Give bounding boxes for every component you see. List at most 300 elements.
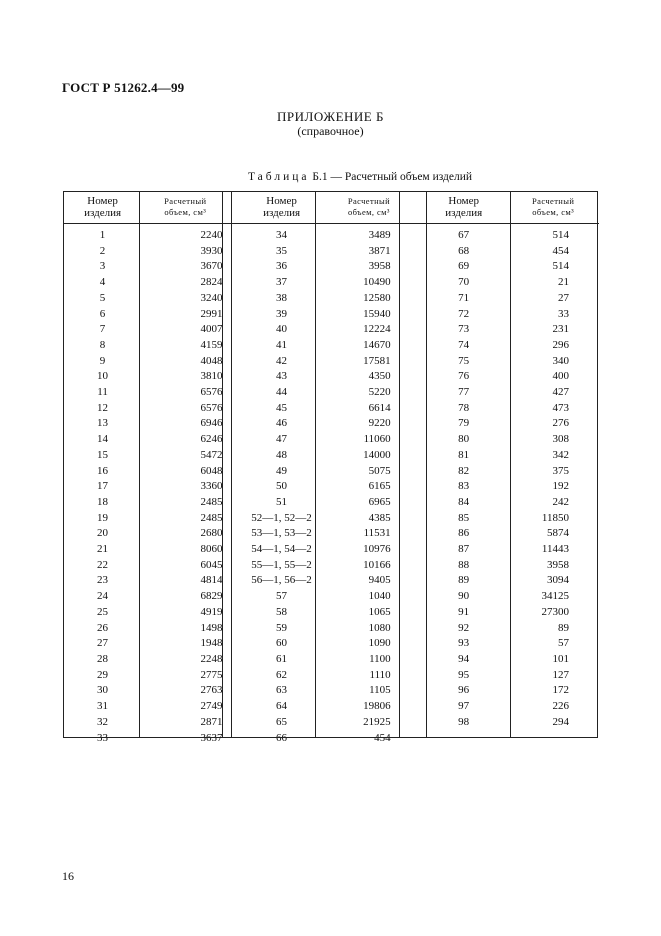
table-row xyxy=(63,244,599,260)
item-number-cell: 38 xyxy=(276,291,288,304)
volume-cell: 296 xyxy=(552,338,569,351)
column-gap xyxy=(228,652,237,668)
item-number-cell: 51 xyxy=(276,495,288,508)
item-number-cell: 64 xyxy=(276,700,288,713)
volume-cell: 8060 xyxy=(200,543,223,556)
volume-cell: 2824 xyxy=(200,276,223,289)
item-number-cell: 92 xyxy=(458,621,470,634)
volume-cell: 101 xyxy=(552,652,569,665)
volume-cell: 3930 xyxy=(200,244,223,257)
item-number-cell: 43 xyxy=(276,370,288,383)
volume-cell: 6165 xyxy=(368,480,391,493)
volume-cell: 89 xyxy=(558,621,569,634)
volume-cell: 1110 xyxy=(369,668,391,681)
column-gap xyxy=(228,369,237,385)
volume-cell: 3958 xyxy=(547,558,569,571)
volume-cell: 127 xyxy=(552,668,569,681)
table-row xyxy=(63,307,599,323)
item-number-cell: 2 xyxy=(99,244,106,257)
column-gap xyxy=(228,731,237,747)
item-number-cell xyxy=(420,731,507,747)
volume-cell: 10490 xyxy=(363,276,391,289)
item-number-cell: 33 xyxy=(97,731,109,744)
volume-cell: 400 xyxy=(552,370,569,383)
volume-cell: 11850 xyxy=(541,511,569,524)
table-row xyxy=(63,259,599,275)
volume-cell: 2680 xyxy=(200,527,223,540)
column-gap xyxy=(413,715,420,731)
column-gap xyxy=(413,291,420,307)
item-number-cell: 54—1, 54—2 xyxy=(251,543,312,556)
item-number-cell: 35 xyxy=(276,244,288,257)
table-row xyxy=(63,558,599,574)
item-number-cell: 27 xyxy=(97,637,109,650)
item-number-cell: 77 xyxy=(458,386,470,399)
table-row xyxy=(63,385,599,401)
item-number-cell: 60 xyxy=(276,637,288,650)
column-gap xyxy=(228,573,237,589)
volume-cell: 6829 xyxy=(200,590,223,603)
column-gap xyxy=(228,338,237,354)
header-item-number-1: Номер изделия xyxy=(63,191,142,224)
column-gap xyxy=(413,589,420,605)
table-header-row xyxy=(63,191,599,224)
volume-cell: 10166 xyxy=(363,558,391,571)
item-number-cell: 37 xyxy=(276,276,288,289)
column-gap xyxy=(228,699,237,715)
volume-cell: 27 xyxy=(558,291,569,304)
volume-cell: 4385 xyxy=(368,511,391,524)
item-number-cell: 71 xyxy=(458,291,470,304)
volume-cell: 34125 xyxy=(541,590,569,603)
volume-cell: 2485 xyxy=(200,511,223,524)
volume-cell: 11531 xyxy=(363,527,391,540)
volume-cell: 454 xyxy=(552,244,569,257)
column-divider xyxy=(399,191,400,738)
item-number-cell: 87 xyxy=(458,543,470,556)
volume-cell: 2485 xyxy=(200,495,223,508)
table-row xyxy=(63,401,599,417)
column-gap xyxy=(413,338,420,354)
column-gap xyxy=(228,511,237,527)
column-gap xyxy=(413,636,420,652)
column-gap xyxy=(228,228,237,244)
volume-cell: 514 xyxy=(552,229,569,241)
volume-cell: 4350 xyxy=(368,370,391,383)
item-number-cell: 88 xyxy=(458,558,470,571)
column-gap xyxy=(228,558,237,574)
item-number-cell: 26 xyxy=(97,621,109,634)
header-item-number-2: Номер изделия xyxy=(238,191,325,224)
column-divider xyxy=(426,191,427,738)
item-number-cell: 18 xyxy=(97,495,109,508)
item-number-cell: 89 xyxy=(458,574,470,587)
volume-cell: 21 xyxy=(558,276,569,289)
volume-cell: 342 xyxy=(552,448,569,461)
column-gap xyxy=(228,621,237,637)
item-number-cell: 31 xyxy=(97,700,109,713)
column-divider xyxy=(231,191,232,738)
volume-cell: 6614 xyxy=(368,401,391,414)
volume-cell: 10976 xyxy=(363,543,391,556)
column-gap xyxy=(228,259,237,275)
column-gap xyxy=(228,464,237,480)
volume-cell: 2775 xyxy=(200,668,223,681)
volume-cell: 2248 xyxy=(200,652,223,665)
column-gap xyxy=(413,479,420,495)
item-number-cell: 15 xyxy=(97,448,109,461)
column-gap xyxy=(413,542,420,558)
item-number-cell: 24 xyxy=(97,590,109,603)
column-gap xyxy=(413,259,420,275)
volume-cell: 21925 xyxy=(363,715,391,728)
column-gap xyxy=(228,416,237,432)
table-row xyxy=(63,275,599,291)
item-number-cell: 4 xyxy=(99,276,106,289)
volume-cell: 5220 xyxy=(368,386,391,399)
header-volume-3: Расчетный объем, см³ xyxy=(507,191,599,224)
item-number-cell: 52—1, 52—2 xyxy=(251,511,312,524)
item-number-cell: 83 xyxy=(458,480,470,493)
volume-cell: 5472 xyxy=(200,448,223,461)
volume-cell: 6576 xyxy=(200,386,223,399)
column-gap xyxy=(228,495,237,511)
volume-cell: 6048 xyxy=(200,464,223,477)
volume-cell: 4814 xyxy=(200,574,223,587)
column-gap xyxy=(228,432,237,448)
volume-cell: 172 xyxy=(552,684,569,697)
item-number-cell: 28 xyxy=(97,652,109,665)
table-row xyxy=(63,479,599,495)
item-number-cell: 81 xyxy=(458,448,470,461)
volume-cell: 3670 xyxy=(200,260,223,273)
volume-cell: 226 xyxy=(552,700,569,713)
table-row xyxy=(63,621,599,637)
item-number-cell: 21 xyxy=(97,543,109,556)
table-row xyxy=(63,526,599,542)
column-gap xyxy=(228,479,237,495)
column-divider xyxy=(510,191,511,738)
item-number-cell: 74 xyxy=(458,338,470,351)
column-gap xyxy=(228,275,237,291)
item-number-cell: 91 xyxy=(458,605,470,618)
item-number-cell: 32 xyxy=(97,715,109,728)
table-row xyxy=(63,354,599,370)
item-number-cell: 34 xyxy=(276,229,288,241)
volume-cell: 294 xyxy=(552,715,569,728)
column-gap xyxy=(413,464,420,480)
table-row xyxy=(63,652,599,668)
volume-cell: 473 xyxy=(552,401,569,414)
item-number-cell: 84 xyxy=(458,495,470,508)
item-number-cell: 53—1, 53—2 xyxy=(251,527,312,540)
item-number-cell: 78 xyxy=(458,401,470,414)
table-row xyxy=(63,731,599,747)
item-number-cell: 39 xyxy=(276,307,288,320)
volume-cell: 2871 xyxy=(200,715,223,728)
volume-cell: 15940 xyxy=(363,307,391,320)
column-gap xyxy=(228,715,237,731)
item-number-cell: 59 xyxy=(276,621,288,634)
column-gap xyxy=(413,699,420,715)
column-gap xyxy=(413,416,420,432)
item-number-cell: 67 xyxy=(458,229,470,241)
column-divider xyxy=(315,191,316,738)
column-gap xyxy=(228,683,237,699)
item-number-cell: 13 xyxy=(97,417,109,430)
table-row xyxy=(63,416,599,432)
column-gap xyxy=(413,228,420,244)
volume-cell: 27300 xyxy=(541,605,569,618)
item-number-cell: 48 xyxy=(276,448,288,461)
item-number-cell: 30 xyxy=(97,684,109,697)
item-number-cell: 65 xyxy=(276,715,288,728)
item-number-cell: 79 xyxy=(458,417,470,430)
item-number-cell: 63 xyxy=(276,684,288,697)
item-number-cell: 46 xyxy=(276,417,288,430)
item-number-cell: 66 xyxy=(276,731,288,744)
table-row xyxy=(63,715,599,731)
item-number-cell: 8 xyxy=(99,338,106,351)
volume-cell: 454 xyxy=(374,731,391,744)
column-gap xyxy=(228,668,237,684)
volume-cell: 375 xyxy=(552,464,569,477)
column-gap xyxy=(413,385,420,401)
volume-cell: 3810 xyxy=(200,370,223,383)
column-gap xyxy=(413,652,420,668)
table-caption-prefix: Таблица xyxy=(247,171,310,183)
volume-cell: 14000 xyxy=(363,448,391,461)
column-gap xyxy=(413,511,420,527)
item-number-cell: 49 xyxy=(276,464,288,477)
volume-cell: 340 xyxy=(552,354,569,367)
item-number-cell: 56—1, 56—2 xyxy=(251,574,312,587)
column-gap xyxy=(228,542,237,558)
volume-cell: 14670 xyxy=(363,338,391,351)
item-number-cell: 29 xyxy=(97,668,109,681)
volume-cell: 3240 xyxy=(200,291,223,304)
column-divider xyxy=(139,191,140,738)
column-gap xyxy=(228,589,237,605)
item-number-cell: 6 xyxy=(99,307,106,320)
item-number-cell: 94 xyxy=(458,652,470,665)
volume-cell: 2749 xyxy=(200,700,223,713)
volume-cell: 12580 xyxy=(363,291,391,304)
volume-cell: 2240 xyxy=(200,229,223,241)
volume-cell: 1498 xyxy=(200,621,223,634)
table-body xyxy=(63,224,599,751)
item-number-cell: 16 xyxy=(97,464,109,477)
item-number-cell: 69 xyxy=(458,260,470,273)
item-number-cell: 47 xyxy=(276,433,288,446)
volume-cell: 427 xyxy=(552,386,569,399)
column-gap xyxy=(413,432,420,448)
column-gap xyxy=(413,573,420,589)
item-number-cell: 96 xyxy=(458,684,470,697)
table-row xyxy=(63,338,599,354)
table-row xyxy=(63,322,599,338)
table-row xyxy=(63,228,599,244)
volume-cell: 6946 xyxy=(200,417,223,430)
column-gap xyxy=(413,558,420,574)
item-number-cell: 10 xyxy=(97,370,109,383)
item-number-cell: 23 xyxy=(97,574,109,587)
column-gap xyxy=(413,275,420,291)
volume-cell: 231 xyxy=(552,323,569,336)
item-number-cell: 17 xyxy=(97,480,109,493)
volume-cell: 1065 xyxy=(368,605,391,618)
volume-cell: 5075 xyxy=(368,464,391,477)
volume-cell: 19806 xyxy=(363,700,391,713)
item-number-cell: 40 xyxy=(276,323,288,336)
item-number-cell: 44 xyxy=(276,386,288,399)
column-gap xyxy=(228,385,237,401)
item-number-cell: 1 xyxy=(99,229,106,241)
item-number-cell: 61 xyxy=(276,652,288,665)
volume-cell: 3637 xyxy=(200,731,223,744)
volume-cell: 242 xyxy=(552,495,569,508)
volume-cell: 2763 xyxy=(200,684,223,697)
item-number-cell: 22 xyxy=(97,558,109,571)
item-number-cell: 86 xyxy=(458,527,470,540)
volume-cell: 4007 xyxy=(200,323,223,336)
item-number-cell: 5 xyxy=(99,291,106,304)
table-row xyxy=(63,432,599,448)
volume-cell: 9405 xyxy=(368,574,391,587)
item-number-cell: 82 xyxy=(458,464,470,477)
table-row xyxy=(63,589,599,605)
volume-cell: 33 xyxy=(558,307,569,320)
table-row xyxy=(63,573,599,589)
volume-cell: 1080 xyxy=(368,621,391,634)
item-number-cell: 97 xyxy=(458,700,470,713)
volume-cell: 6965 xyxy=(368,495,391,508)
table-row xyxy=(63,369,599,385)
item-number-cell: 73 xyxy=(458,323,470,336)
item-number-cell: 20 xyxy=(97,527,109,540)
volume-cell: 308 xyxy=(552,433,569,446)
column-gap xyxy=(413,448,420,464)
volume-cell: 3360 xyxy=(200,480,223,493)
item-number-cell: 7 xyxy=(99,323,106,336)
column-gap xyxy=(413,731,420,747)
column-gap xyxy=(413,369,420,385)
volume-cell: 3094 xyxy=(547,574,569,587)
item-number-cell: 58 xyxy=(276,605,288,618)
volume-cell: 11060 xyxy=(363,433,391,446)
column-gap xyxy=(228,354,237,370)
table-row xyxy=(63,699,599,715)
column-gap xyxy=(413,354,420,370)
column-gap xyxy=(413,307,420,323)
item-number-cell: 95 xyxy=(458,668,470,681)
header-volume-2: Расчетный объем, см³ xyxy=(325,191,412,224)
column-gap xyxy=(228,401,237,417)
volume-cell xyxy=(507,731,599,747)
item-number-cell: 75 xyxy=(458,354,470,367)
volume-cell: 6045 xyxy=(200,558,223,571)
volume-cell: 514 xyxy=(552,260,569,273)
header-gap xyxy=(228,191,237,224)
table-row xyxy=(63,495,599,511)
item-number-cell: 25 xyxy=(97,605,109,618)
item-number-cell: 98 xyxy=(458,715,470,728)
item-number-cell: 55—1, 55—2 xyxy=(251,558,312,571)
volume-cell: 1948 xyxy=(200,637,223,650)
volume-cell: 276 xyxy=(552,417,569,430)
table-row xyxy=(63,464,599,480)
item-number-cell: 11 xyxy=(97,386,108,399)
column-gap xyxy=(228,307,237,323)
table-caption xyxy=(60,171,660,183)
item-number-cell: 76 xyxy=(458,370,470,383)
item-number-cell: 90 xyxy=(458,590,470,603)
column-gap xyxy=(413,683,420,699)
column-gap xyxy=(413,526,420,542)
volume-cell: 3489 xyxy=(368,229,391,241)
page-number: 16 xyxy=(62,869,74,883)
volume-cell: 6576 xyxy=(200,401,223,414)
item-number-cell: 80 xyxy=(458,433,470,446)
table-row xyxy=(63,668,599,684)
volume-cell: 57 xyxy=(558,637,569,650)
column-divider xyxy=(222,191,223,738)
volume-cell: 6246 xyxy=(200,433,223,446)
column-gap xyxy=(413,244,420,260)
item-number-cell: 85 xyxy=(458,511,470,524)
volume-cell: 5874 xyxy=(547,527,569,540)
table-row xyxy=(63,448,599,464)
item-number-cell: 12 xyxy=(97,401,109,414)
table-row xyxy=(63,542,599,558)
item-number-cell: 3 xyxy=(99,260,106,273)
item-number-cell: 93 xyxy=(458,637,470,650)
volume-cell: 11443 xyxy=(541,543,569,556)
column-gap xyxy=(228,244,237,260)
item-number-cell: 45 xyxy=(276,401,288,414)
volume-cell: 1090 xyxy=(368,637,391,650)
table-row xyxy=(63,605,599,621)
item-number-cell: 36 xyxy=(276,260,288,273)
column-gap xyxy=(228,636,237,652)
item-number-cell: 41 xyxy=(276,338,288,351)
volume-cell: 2991 xyxy=(200,307,223,320)
table-caption-text: Б.1 — Расчетный объем изделий xyxy=(312,171,473,183)
volume-cell: 4159 xyxy=(200,338,223,351)
header-gap xyxy=(413,191,420,224)
volume-cell: 9220 xyxy=(368,417,391,430)
column-gap xyxy=(413,322,420,338)
item-number-cell: 9 xyxy=(99,354,106,367)
volume-cell: 17581 xyxy=(363,354,391,367)
table-row xyxy=(63,291,599,307)
item-number-cell: 68 xyxy=(458,244,470,257)
column-gap xyxy=(228,448,237,464)
table-row xyxy=(63,683,599,699)
volume-cell: 3871 xyxy=(368,244,391,257)
volume-cell: 1105 xyxy=(369,684,391,697)
item-number-cell: 70 xyxy=(458,276,470,289)
header-volume-1: Расчетный объем, см³ xyxy=(142,191,228,224)
column-gap xyxy=(413,401,420,417)
column-gap xyxy=(413,621,420,637)
item-number-cell: 50 xyxy=(276,480,288,493)
table-row xyxy=(63,636,599,652)
item-number-cell: 57 xyxy=(276,590,288,603)
column-gap xyxy=(228,322,237,338)
volume-cell: 192 xyxy=(552,480,569,493)
item-number-cell: 72 xyxy=(458,307,470,320)
